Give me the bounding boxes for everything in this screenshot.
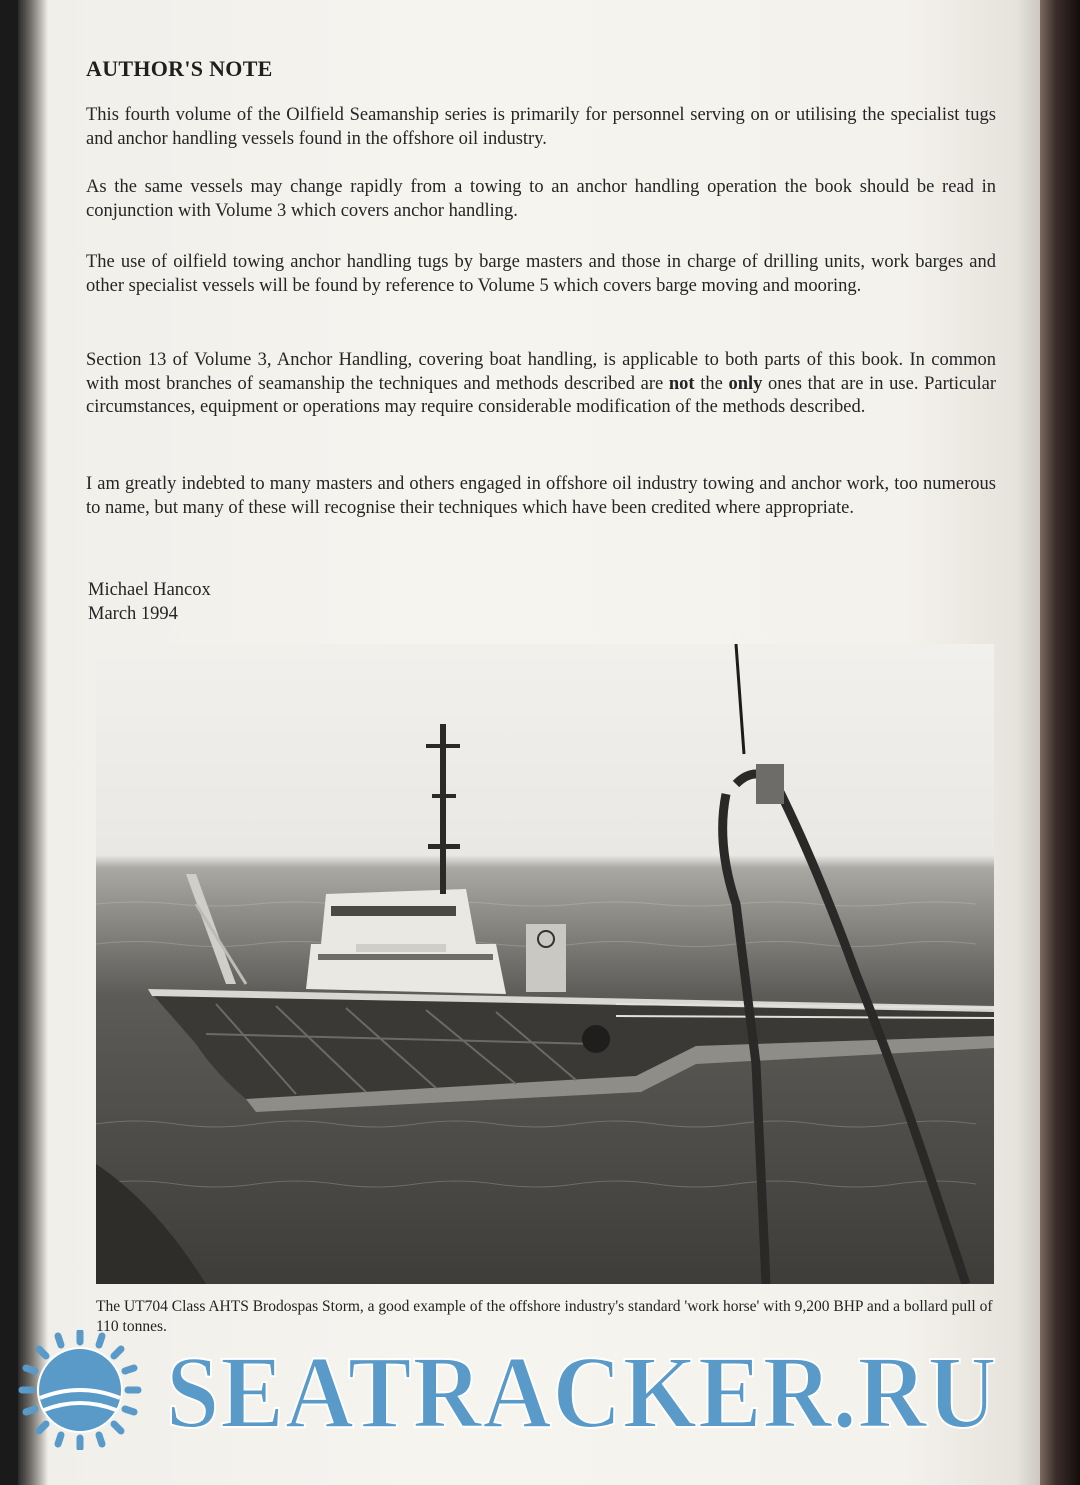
paragraph-5: I am greatly indebted to many masters and others engaged in offshore oil industry towing and anchor work, too numerous to name, but many of these will recognise their techniques which have been credited where appropriate. (86, 474, 996, 518)
paragraph-4-text-a: Section 13 of Volume 3, Anchor Handling, covering boat handling, is applicable to both parts of this book. In common with most branches of seamanship the techniques and methods described are (86, 350, 996, 394)
paragraph-4-text-b: the (694, 373, 729, 394)
vessel-photo-illustration (96, 644, 994, 1284)
page-edge (1040, 0, 1080, 1485)
vessel-photo (96, 644, 994, 1284)
book-page (18, 0, 1058, 1485)
paragraph-2: As the same vessels may change rapidly from a towing to an anchor handling operation the book should be read in conjunction with Volume 3 which covers anchor handling. (86, 177, 996, 221)
watermark-text: SEATRACKER.RU (166, 1335, 998, 1450)
page-title: AUTHOR'S NOTE (86, 56, 273, 81)
paragraph-1: This fourth volume of the Oilfield Seamanship series is primarily for personnel serving on or utilising the specialist tugs and anchor handling vessels found in the offshore oil industry. (86, 105, 996, 149)
author-name: Michael Hancox (88, 580, 211, 600)
binding-shadow (18, 0, 48, 1485)
emphasis-not: not (668, 373, 695, 394)
paragraph-4-text-c: ones that are in use. Particular circumstances, equipment or operations may require considerable modification of the methods described. (86, 373, 997, 417)
paragraph-4 (86, 349, 996, 420)
sun-logo-icon (22, 1332, 138, 1448)
paragraph-3: The use of oilfield towing anchor handling tugs by barge masters and those in charge of drilling units, work barges and other specialist vessels will be found by reference to Volume 5 which covers barge moving and mooring. (86, 252, 996, 296)
emphasis-only: only (728, 373, 763, 394)
photo-caption: The UT704 Class AHTS Brodospas Storm, a good example of the offshore industry's standard 'work horse' with 9,200 BHP and a bollard pull of 110 tonnes. (96, 1298, 993, 1335)
author-date: March 1994 (88, 604, 178, 624)
